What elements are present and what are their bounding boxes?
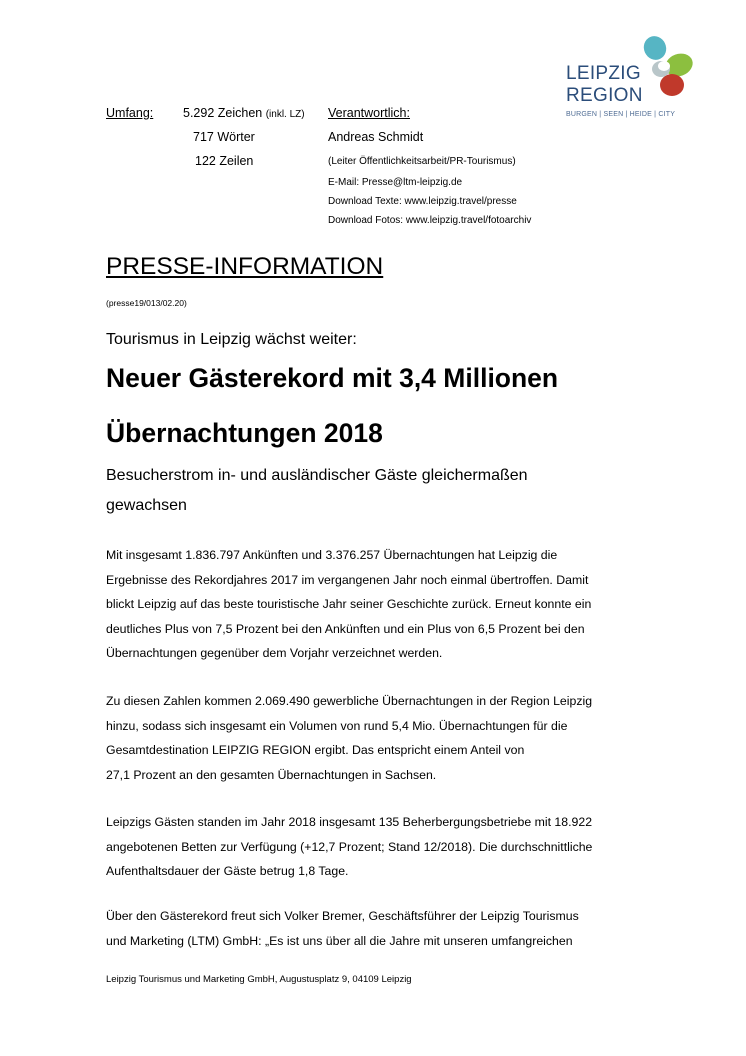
download-fotos-link[interactable]: Download Fotos: www.leipzig.travel/fotoarchiv <box>328 215 532 226</box>
verantwortlich-label: Verantwortlich: <box>328 106 410 120</box>
paragraph-line: blickt Leipzig auf das beste touristische Jahr seiner Geschichte zurück. Erneut konnte ein <box>106 597 592 611</box>
paragraph-line: Übernachtungen gegenüber dem Vorjahr verzeichnet werden. <box>106 646 443 660</box>
paragraph-line: 27,1 Prozent an den gesamten Übernachtungen in Sachsen. <box>106 767 437 782</box>
subhead-line-2: gewachsen <box>106 497 187 514</box>
logo-text-leipzig: LEIPZIG <box>566 63 641 84</box>
subhead-line-1: Besucherstrom in- und ausländischer Gäste gleichermaßen <box>106 467 528 484</box>
paragraph-4 <box>106 904 579 953</box>
kicker: Tourismus in Leipzig wächst weiter: <box>106 331 357 348</box>
paragraph-line: Mit insgesamt 1.836.797 Ankünften und 3.376.257 Übernachtungen hat Leipzig die <box>106 548 558 562</box>
paragraph-line: und Marketing (LTM) GmbH: „Es ist uns über all die Jahre mit unseren umfangreichen <box>106 933 573 948</box>
paragraph-line: Zu diesen Zahlen kommen 2.069.490 gewerbliche Übernachtungen in der Region Leipzig <box>106 694 593 708</box>
umfang-woerter: 717 Wörter <box>193 130 255 144</box>
headline-line-1: Neuer Gästerekord mit 3,4 Millionen <box>106 363 559 393</box>
paragraph-3 <box>106 810 592 884</box>
paragraph-line: angebotenen Betten zur Verfügung (+12,7 Prozent; Stand 12/2018). Die durchschnittliche <box>106 839 593 854</box>
logo-text-region: REGION <box>566 85 643 106</box>
umfang-zeichen <box>183 106 305 120</box>
paragraph-2 <box>106 689 592 787</box>
headline-line-2: Übernachtungen 2018 <box>106 418 383 448</box>
logo-tagline: BURGEN | SEEN | HEIDE | CITY <box>566 111 676 118</box>
umfang-label: Umfang: <box>106 106 154 120</box>
paragraph-line: deutliches Plus von 7,5 Prozent bei den Ankünften und ein Plus von 6,5 Prozent bei den <box>106 621 585 636</box>
footer-address: Leipzig Tourismus und Marketing GmbH, Augustusplatz 9, 04109 Leipzig <box>106 974 412 985</box>
umfang-zeilen: 122 Zeilen <box>195 154 254 168</box>
leipzig-region-logo <box>560 34 700 124</box>
page-title: PRESSE-INFORMATION <box>106 253 384 280</box>
contact-role: (Leiter Öffentlichkeitsarbeit/PR-Tourismus) <box>328 156 516 167</box>
paragraph-line: Aufenthaltsdauer der Gäste betrug 1,8 Tage. <box>106 864 349 878</box>
zeichen-note: (inkl. LZ) <box>265 109 305 120</box>
paragraph-1 <box>106 543 591 666</box>
download-texte-link[interactable]: Download Texte: www.leipzig.travel/presse <box>328 196 517 207</box>
zeichen-count: 5.292 Zeichen <box>183 106 263 120</box>
paragraph-line: Über den Gästerekord freut sich Volker Bremer, Geschäftsführer der Leipzig Tourismus <box>106 909 579 923</box>
press-reference: (presse19/013/02.20) <box>106 298 187 308</box>
paragraph-line: Leipzigs Gästen standen im Jahr 2018 insgesamt 135 Beherbergungsbetriebe mit 18.922 <box>106 815 593 829</box>
contact-email-link[interactable]: E-Mail: Presse@ltm-leipzig.de <box>328 177 463 188</box>
paragraph-line: Gesamtdestination LEIPZIG REGION ergibt. Das entspricht einem Anteil von <box>106 743 525 757</box>
paragraph-line: hinzu, sodass sich insgesamt ein Volumen von rund 5,4 Mio. Übernachtungen für die <box>106 718 568 733</box>
paragraph-line: Ergebnisse des Rekordjahres 2017 im vergangenen Jahr noch einmal übertroffen. Damit <box>106 572 589 587</box>
contact-name: Andreas Schmidt <box>328 130 424 144</box>
